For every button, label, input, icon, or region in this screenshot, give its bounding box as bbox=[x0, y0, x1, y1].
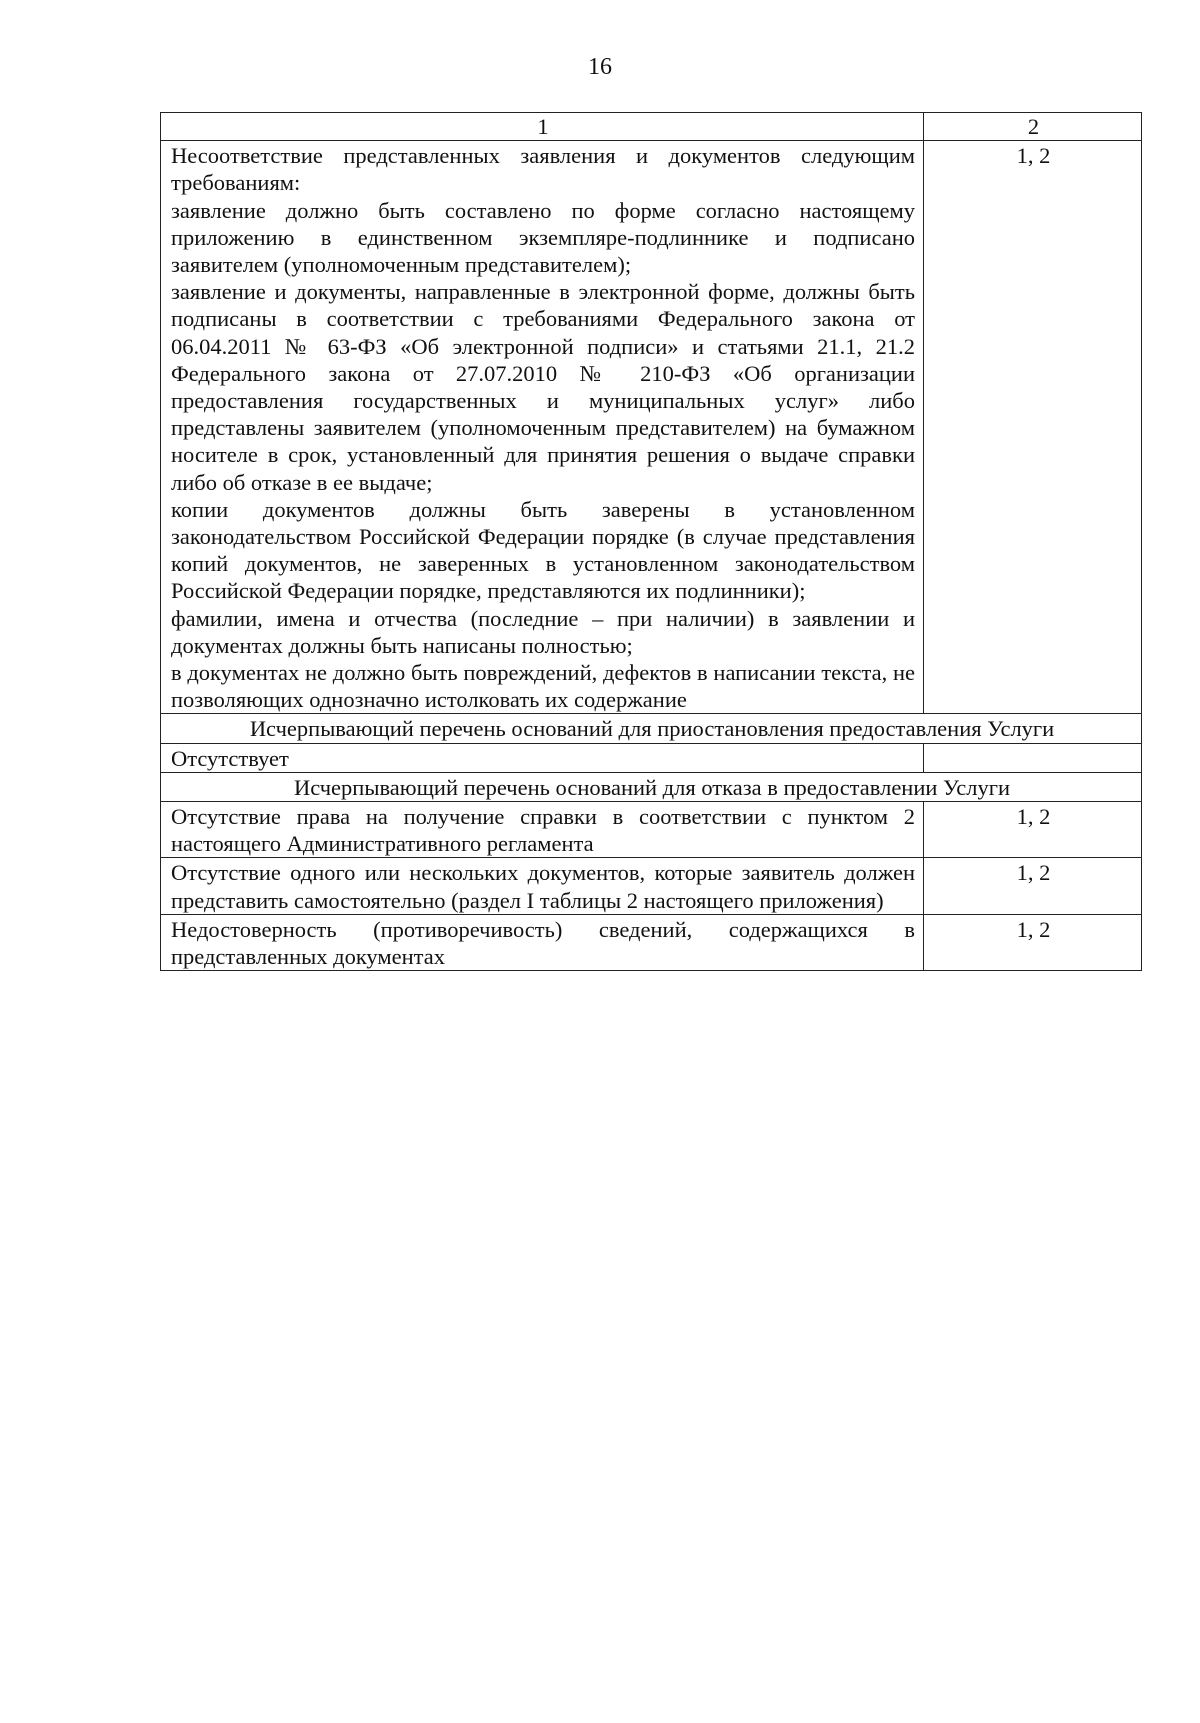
table-cell-value: 1, 2 bbox=[924, 858, 1142, 914]
table-cell-text bbox=[161, 802, 924, 858]
table-row bbox=[161, 858, 1142, 914]
paragraph: Отсутствие одного или нескольких документов, которые заявитель должен представить самостоятельно (раздел I таблицы 2 настоящего приложения) bbox=[171, 860, 915, 913]
column-header-1: 1 bbox=[161, 113, 924, 141]
paragraph: заявление должно быть составлено по форме согласно настоящему приложению в единственном экземпляре-подлиннике и подписано заявителем (уполномоченным представителем); bbox=[171, 197, 915, 278]
table-cell-text bbox=[161, 743, 924, 772]
column-header-2: 2 bbox=[924, 113, 1142, 141]
table-cell-value: 1, 2 bbox=[924, 914, 1142, 970]
table-cell-value: 1, 2 bbox=[924, 141, 1142, 714]
table-cell-value bbox=[924, 743, 1142, 772]
page-number: 16 bbox=[588, 54, 612, 80]
section-header-row bbox=[161, 714, 1142, 743]
paragraph: копии документов должны быть заверены в установленном законодательством Российской Федерации порядке (в случае представления копий документов, не заверенных в установленном законодательством Российской Федерации порядке, представляются их подлинники); bbox=[171, 496, 915, 604]
table-row bbox=[161, 141, 1142, 714]
paragraph: фамилии, имена и отчества (последние – при наличии) в заявлении и документах должны быть написаны полностью; bbox=[171, 605, 915, 658]
paragraph: Отсутствует bbox=[171, 745, 289, 771]
table-header-row bbox=[161, 113, 1142, 141]
section-heading: Исчерпывающий перечень оснований для приостановления предоставления Услуги bbox=[161, 714, 1142, 743]
grounds-table bbox=[160, 112, 1142, 971]
table-cell-text bbox=[161, 141, 924, 714]
section-header-row bbox=[161, 772, 1142, 801]
table-cell-text bbox=[161, 858, 924, 914]
table-cell-text bbox=[161, 914, 924, 970]
table-row bbox=[161, 802, 1142, 858]
paragraph: заявление и документы, направленные в электронной форме, должны быть подписаны в соответствии с требованиями Федерального закона от 06.04.2011 № 63-ФЗ «Об электронной подписи» и статьями 21.1, 21.2 Федерального закона от 27.07.2010 № 210-ФЗ «Об организации предоставления государственных и муниципальных услуг» либо представлены заявителем (уполномоченным представителем) на бумажном носителе в срок, установленный для принятия решения о выдаче справки либо об отказе в ее выдаче; bbox=[171, 279, 915, 495]
table-row bbox=[161, 914, 1142, 970]
section-heading: Исчерпывающий перечень оснований для отказа в предоставлении Услуги bbox=[161, 772, 1142, 801]
paragraph: Отсутствие права на получение справки в соответствии с пунктом 2 настоящего Административного регламента bbox=[171, 804, 915, 857]
paragraph: Несоответствие представленных заявления и документов следующим требованиям: bbox=[171, 143, 915, 196]
table-cell-value: 1, 2 bbox=[924, 802, 1142, 858]
paragraph: в документах не должно быть повреждений, дефектов в написании текста, не позволяющих однозначно истолковать их содержание bbox=[171, 660, 915, 713]
table-row bbox=[161, 743, 1142, 772]
paragraph: Недостоверность (противоречивость) сведений, содержащихся в представленных документах bbox=[171, 916, 915, 970]
